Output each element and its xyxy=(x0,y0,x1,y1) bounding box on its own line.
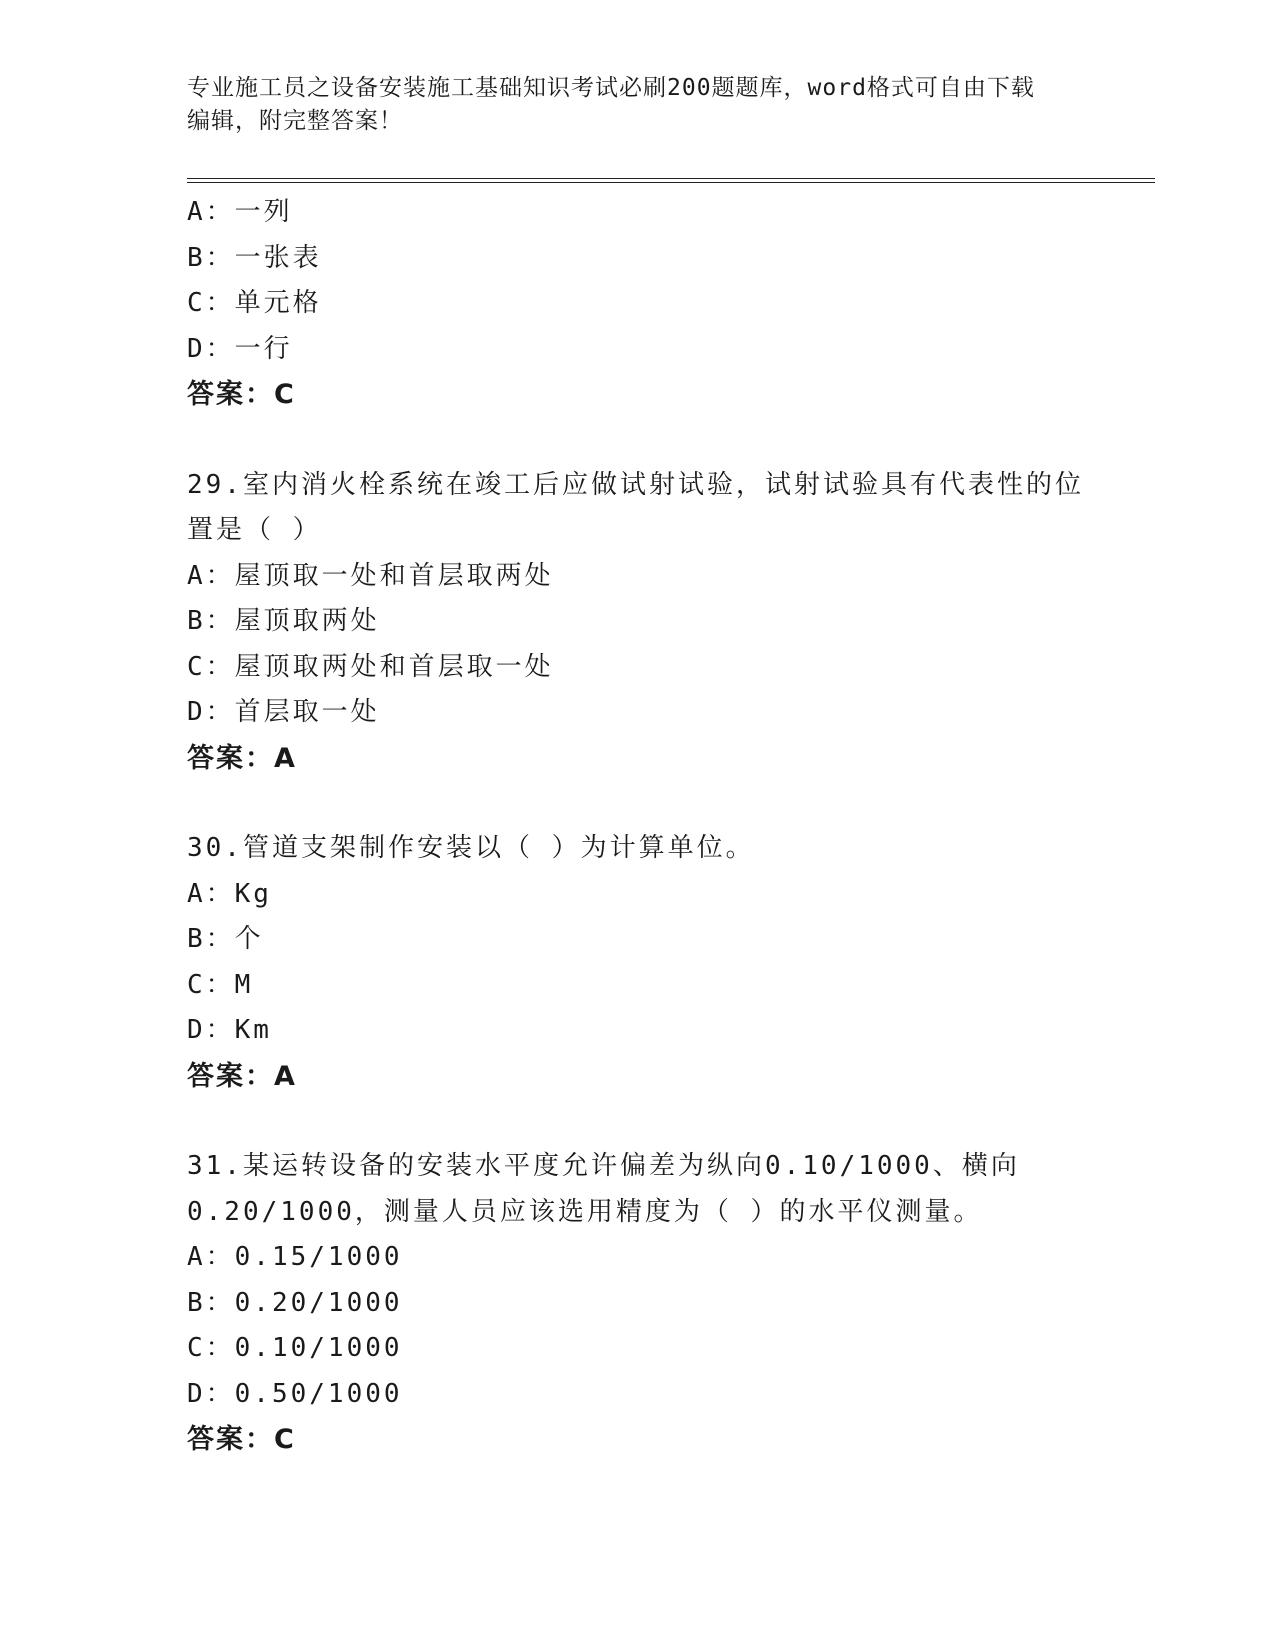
header-divider xyxy=(187,178,1155,183)
option-d: D：一行 xyxy=(187,333,293,364)
question-31 xyxy=(187,1144,1087,1463)
option-a: A：0.15/1000 xyxy=(187,1242,403,1272)
option-b: B：一张表 xyxy=(187,242,322,273)
question-list xyxy=(187,190,1087,1463)
answer: 答案：C xyxy=(187,379,296,410)
question-stem: 30.管道支架制作安装以（ ）为计算单位。 xyxy=(187,833,755,863)
answer: 答案：C xyxy=(187,1424,296,1455)
option-c: C：屋顶取两处和首层取一处 xyxy=(187,651,554,682)
option-b: B：屋顶取两处 xyxy=(187,606,380,636)
option-b: B：0.20/1000 xyxy=(187,1287,403,1318)
header-title-line2: 编辑，附完整答案！ xyxy=(187,108,403,134)
option-d: D：首层取一处 xyxy=(187,697,380,727)
question-stem: 29.室内消火栓系统在竣工后应做试射试验，试射试验具有代表性的位 xyxy=(187,469,1084,500)
option-b: B：个 xyxy=(187,924,264,954)
header-title-line1: 专业施工员之设备安装施工基础知识考试必刷200题题库，word格式可自由下载 xyxy=(187,75,1035,101)
option-d: D：Km xyxy=(187,1015,272,1045)
question-stem: 31.某运转设备的安装水平度允许偏差为纵向0.10/1000、横向 xyxy=(187,1151,1020,1181)
option-a: A：一列 xyxy=(187,197,293,227)
option-d: D：0.50/1000 xyxy=(187,1378,403,1409)
question-stem-cont: 0.20/1000，测量人员应该选用精度为（ ）的水平仪测量。 xyxy=(187,1196,983,1227)
question-stem-cont: 置是（ ） xyxy=(187,515,322,545)
question-29 xyxy=(187,463,1087,782)
option-c: C：M xyxy=(187,969,254,1000)
option-a: A：Kg xyxy=(187,878,272,909)
option-c: C：0.10/1000 xyxy=(187,1333,403,1363)
question-30 xyxy=(187,826,1087,1099)
spacer xyxy=(187,781,1087,826)
spacer xyxy=(187,418,1087,463)
question-28 xyxy=(187,190,1087,418)
option-c: C：单元格 xyxy=(187,288,322,318)
page-header xyxy=(187,72,1087,138)
option-a: A：屋顶取一处和首层取两处 xyxy=(187,560,554,591)
answer: 答案：A xyxy=(187,742,297,774)
spacer xyxy=(187,1099,1087,1144)
answer: 答案：A xyxy=(187,1060,297,1092)
